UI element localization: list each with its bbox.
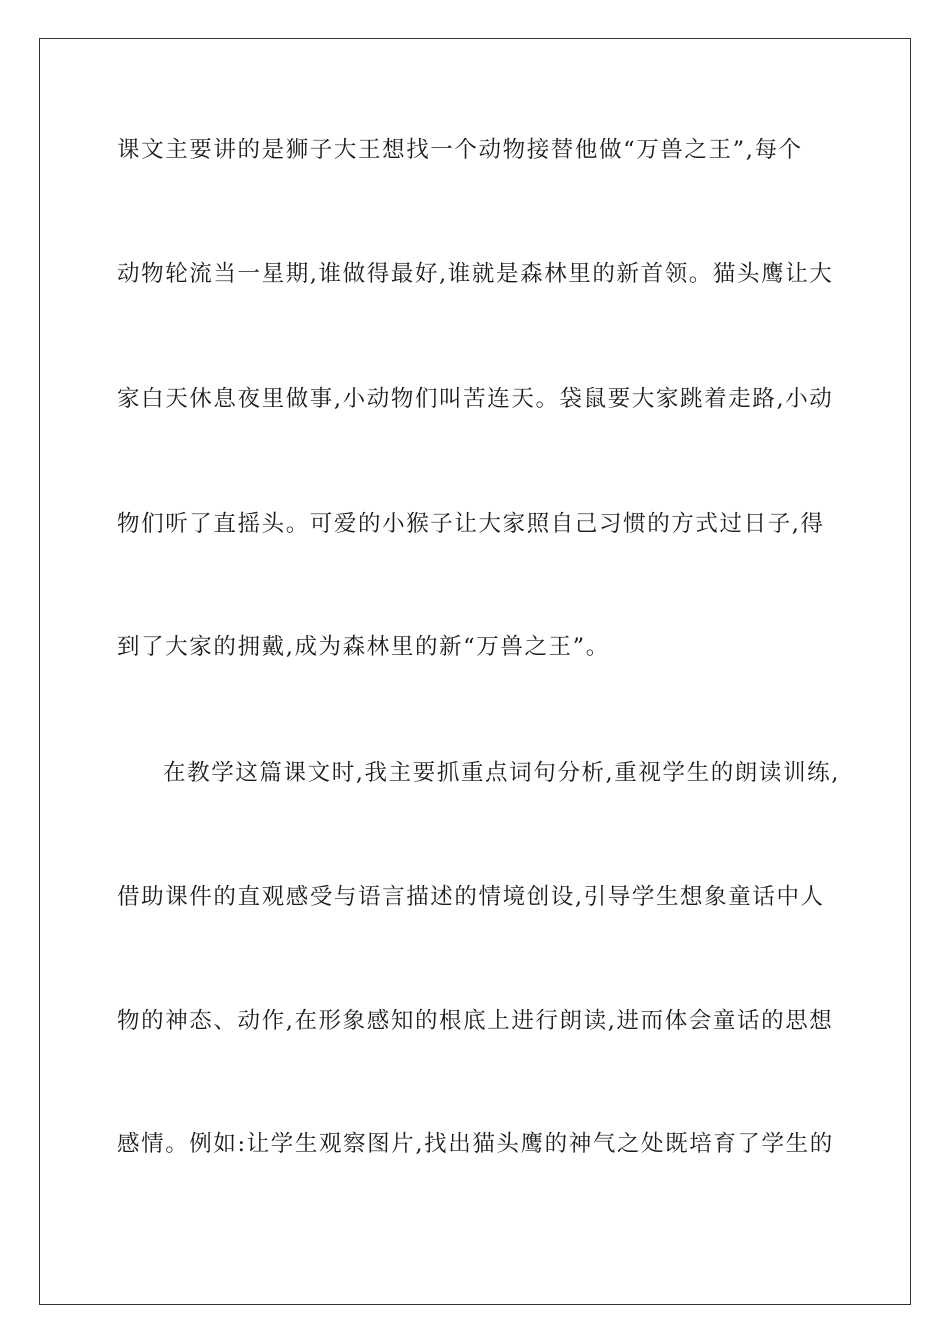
paragraph-2-line-4: 感情。例如:让学生观察图片,找出猫头鹰的神气之处既培育了学生的: [117, 1131, 834, 1157]
paragraph-2-line-1: 在教学这篇课文时,我主要抓重点词句分析,重视学生的朗读训练,: [163, 760, 840, 786]
paragraph-1-line-4: 物们听了直摇头。可爱的小猴子让大家照自己习惯的方式过日子,得: [117, 511, 825, 537]
page-border: [39, 38, 911, 1305]
paragraph-1-line-1: 课文主要讲的是狮子大王想找一个动物接替他做“万兽之王”,每个: [117, 137, 803, 163]
paragraph-2-line-3: 物的神态、动作,在形象感知的根底上进行朗读,进而体会童话的思想: [117, 1008, 834, 1034]
paragraph-1-line-5: 到了大家的拥戴,成为森林里的新“万兽之王”。: [117, 634, 610, 660]
paragraph-1-line-2: 动物轮流当一星期,谁做得最好,谁就是森林里的新首领。猫头鹰让大: [117, 261, 834, 287]
paragraph-1-line-3: 家白天休息夜里做事,小动物们叫苦连天。袋鼠要大家跳着走路,小动: [117, 386, 834, 412]
paragraph-2-line-2: 借助课件的直观感受与语言描述的情境创设,引导学生想象童话中人: [117, 884, 825, 910]
